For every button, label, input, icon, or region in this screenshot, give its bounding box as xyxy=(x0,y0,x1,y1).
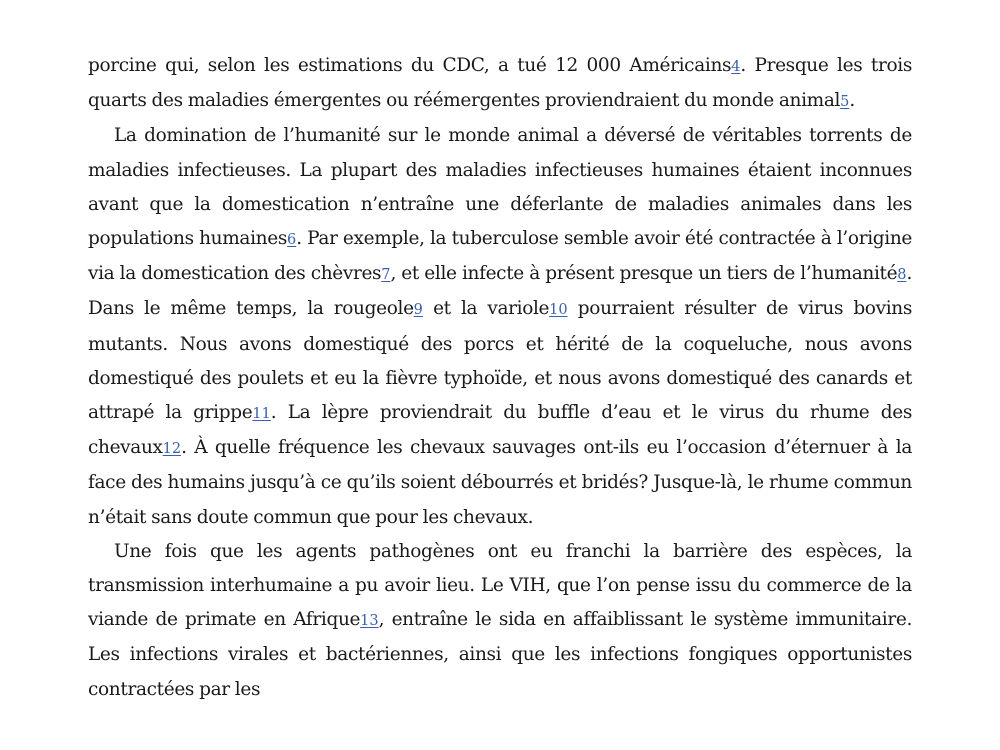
text-run: Une fois que les agents pathogènes ont eu franchi la barrière des espèces, la transmission interhumaine a pu avoir lieu. Le VIH, que l’on pense issu du commerce de la viande de primate en Afrique xyxy=(88,540,912,631)
text-run: . La lèpre proviendrait du buffle d’eau et le virus du rhume des chevaux xyxy=(88,402,913,459)
text-run: et la variole xyxy=(422,298,550,320)
text-run: La domination de l’humanité sur le monde animal a déversé de véritables torrents de maladies infectieuses. La plupart des maladies infectieuses humaines étaient inconnues avant que la domestication n’entraîne une déferlante de maladies animales dans les populations humaines xyxy=(88,125,912,250)
footnote-link-12[interactable]: 12 xyxy=(162,441,182,458)
text-run: . Par exemple, la tuberculose semble avoir été contractée à l’origine via la domestication des chèvres xyxy=(88,228,912,285)
text-run: . À quelle fréquence les chevaux sauvages ont-ils eu l’occasion d’éternuer à la face des humains jusqu’à ce qu’ils soient débourrés et bridés? Jusque-là, le rhume commun n’était sans doute commun que pour les chevaux. xyxy=(88,437,912,528)
text-run: . Dans le même temps, la rougeole xyxy=(88,263,912,320)
text-run: porcine qui, selon les estimations du CDC, a tué 12 000 Américains xyxy=(88,55,732,76)
footnote-link-7[interactable]: 7 xyxy=(381,267,391,284)
paragraph-3 xyxy=(88,535,912,707)
footnote-link-9[interactable]: 9 xyxy=(413,302,423,319)
footnote-link-4[interactable]: 4 xyxy=(731,59,741,75)
footnote-link-5[interactable]: 5 xyxy=(840,94,850,111)
text-run: pourraient résulter de virus bovins mutants. Nous avons domestiqué des porcs et hérité de la coqueluche, nous avons domestiqué des poulets et eu la fièvre typhoïde, et nous avons domestiqué des canards et attrapé la grippe xyxy=(88,298,912,424)
text-run: , et elle infecte à présent presque un tiers de l’humanité xyxy=(390,263,898,285)
footnote-link-11[interactable]: 11 xyxy=(252,406,271,423)
text-run: , entraîne le sida en affaiblissant le système immunitaire. Les infections virales et bactériennes, ainsi que les infections fongiques opportunistes contractées par les xyxy=(88,609,912,700)
footnote-link-10[interactable]: 10 xyxy=(549,302,568,319)
paragraph-1 xyxy=(88,49,912,119)
footnote-link-8[interactable]: 8 xyxy=(897,267,907,284)
text-run: . xyxy=(849,90,855,112)
paragraph-2 xyxy=(88,119,912,534)
text-run: . Presque les trois quarts des maladies émergentes ou réémergentes proviendraient du monde animal xyxy=(88,55,912,112)
footnote-link-13[interactable]: 13 xyxy=(360,613,379,630)
footnote-link-6[interactable]: 6 xyxy=(286,232,297,249)
document-page xyxy=(88,49,912,707)
